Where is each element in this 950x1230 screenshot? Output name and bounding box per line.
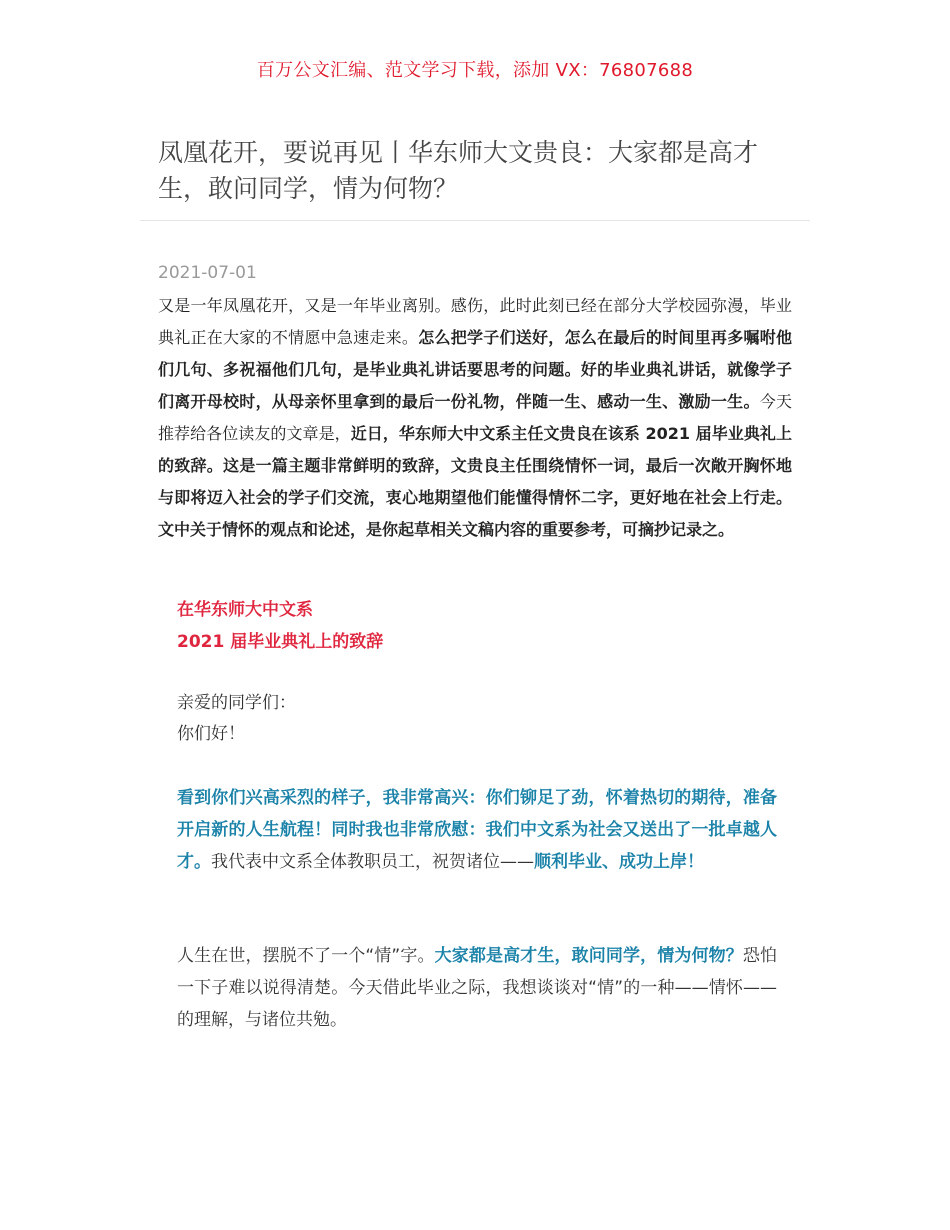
para2-text-2: 恐怕一下子难以说得清楚。今天借此毕业之际，我想谈谈对“情”的一种——情怀——的理解，与诸位共勉。 — [177, 946, 777, 1030]
intro-bold-2: 近日，华东师大中文系主任文贵良在该系 2021 届毕业典礼上的致辞。这是一篇主题非常鲜明的致辞，文贵良主任围绕情怀一词，最后一次敞开胸怀地与即将迈入社会的学子们交流，衷心地期望他们能懂得情怀二字，更好地在社会上行走。文中关于情怀的观点和论述，是你起草相关文稿内容的重要参考，可摘抄记录之。 — [158, 424, 792, 539]
promo-banner: 百万公文汇编、范文学习下载，添加 VX：76807688 — [256, 60, 694, 81]
intro-paragraph — [158, 290, 792, 546]
para1-text-1: 我代表中文系全体教职员工，祝贺诸位—— — [211, 852, 534, 872]
greeting — [177, 688, 777, 750]
para2-bold-1: 大家都是高才生，敢问同学，情为何物？ — [434, 946, 743, 966]
article-title: 凤凰花开，要说再见丨华东师大文贵良：大家都是高才生，敢问同学，情为何物？ — [158, 138, 759, 203]
intro-bold-1: 怎么把学子们送好，怎么在最后的时间里再多嘱咐他们几句、多祝福他们几句，是毕业典礼讲话要思考的问题。好的毕业典礼讲话，就像学子们离开母校时，从母亲怀里拿到的最后一份礼物，伴随一生、感动一生、激励一生。 — [158, 328, 792, 411]
title-divider — [140, 220, 810, 221]
intro-text-1: 又是一年凤凰花开，又是一年毕业离别。感伤，此时此刻已经在部分大学校园弥漫，毕业典礼正在大家的不情愿中急速走来。 — [158, 296, 792, 347]
para2-text-1: 人生在世，摆脱不了一个“情”字。 — [177, 946, 435, 966]
speech-paragraph-2 — [177, 940, 777, 1036]
greeting-line-2: 你们好！ — [177, 724, 245, 744]
speech-paragraph-1 — [177, 782, 777, 878]
speech-title — [177, 594, 777, 658]
publish-date: 2021-07-01 — [158, 263, 257, 283]
para1-bold-2: 顺利毕业、成功上岸！ — [534, 852, 704, 872]
para1-bold-1: 看到你们兴高采烈的样子，我非常高兴：你们铆足了劲，怀着热切的期待，准备开启新的人生航程！同时我也非常欣慰：我们中文系为社会又送出了一批卓越人才。 — [177, 788, 777, 872]
speech-title-line-1: 在华东师大中文系 — [177, 600, 313, 620]
greeting-line-1: 亲爱的同学们： — [177, 693, 296, 713]
intro-text-2: 今天推荐给各位读友的文章是， — [158, 392, 792, 443]
speech-title-line-2: 2021 届毕业典礼上的致辞 — [177, 632, 384, 652]
